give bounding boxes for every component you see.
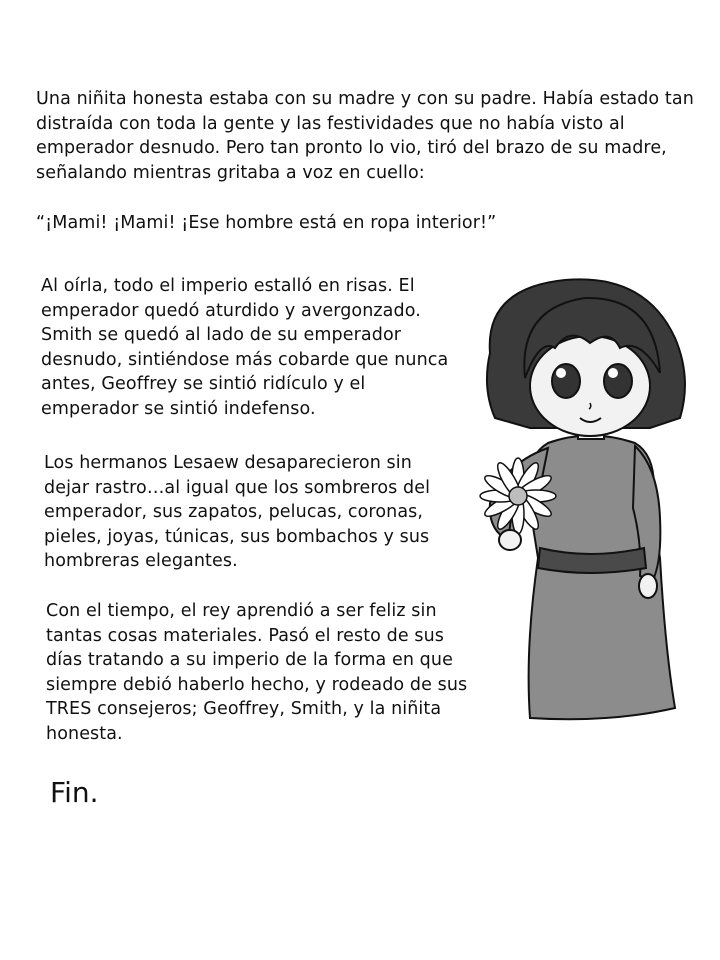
story-quote: “¡Mami! ¡Mami! ¡Ese hombre está en ropa interior!” bbox=[36, 213, 497, 233]
eye-right-shine bbox=[608, 368, 618, 378]
hand-left bbox=[499, 530, 521, 550]
story-paragraph-intro: Una niñita honesta estaba con su madre y con su padre. Había estado tan distraída con toda la gente y las festividades que no había visto al emperador desnudo. Pero tan pronto lo vio, tiró del brazo de su madre, señalando mientras gritaba a voz en cuello: bbox=[36, 89, 694, 183]
girl-with-daisy-illustration bbox=[470, 268, 710, 728]
eye-right bbox=[604, 364, 632, 398]
story-paragraph-brothers: Los hermanos Lesaew desaparecieron sin dejar rastro…al igual que los sombreros del emperador, sus zapatos, pelucas, coronas, pieles, joyas, túnicas, sus bombachos y sus hombreras elegantes. bbox=[44, 453, 431, 571]
eye-left bbox=[552, 364, 580, 398]
eye-left-shine bbox=[556, 368, 566, 378]
story-paragraph-laughter: Al oírla, todo el imperio estalló en risas. El emperador quedó aturdido y avergonzado. Smith se quedó al lado de su emperador desnudo, sintiéndose más cobarde que nunca antes, Geoffrey se sintió ridículo y el emperador se sintió indefenso. bbox=[41, 276, 449, 419]
hand-right bbox=[639, 574, 657, 598]
daisy-center bbox=[509, 487, 527, 505]
story-end-title: Fin. bbox=[50, 776, 99, 809]
story-paragraph-ending: Con el tiempo, el rey aprendió a ser feliz sin tantas cosas materiales. Pasó el resto de sus días tratando a su imperio de la forma en que siempre debió haberlo hecho, y rodeado de sus TRES consejeros; Geoffrey, Smith, y la niñita honesta. bbox=[46, 601, 468, 744]
